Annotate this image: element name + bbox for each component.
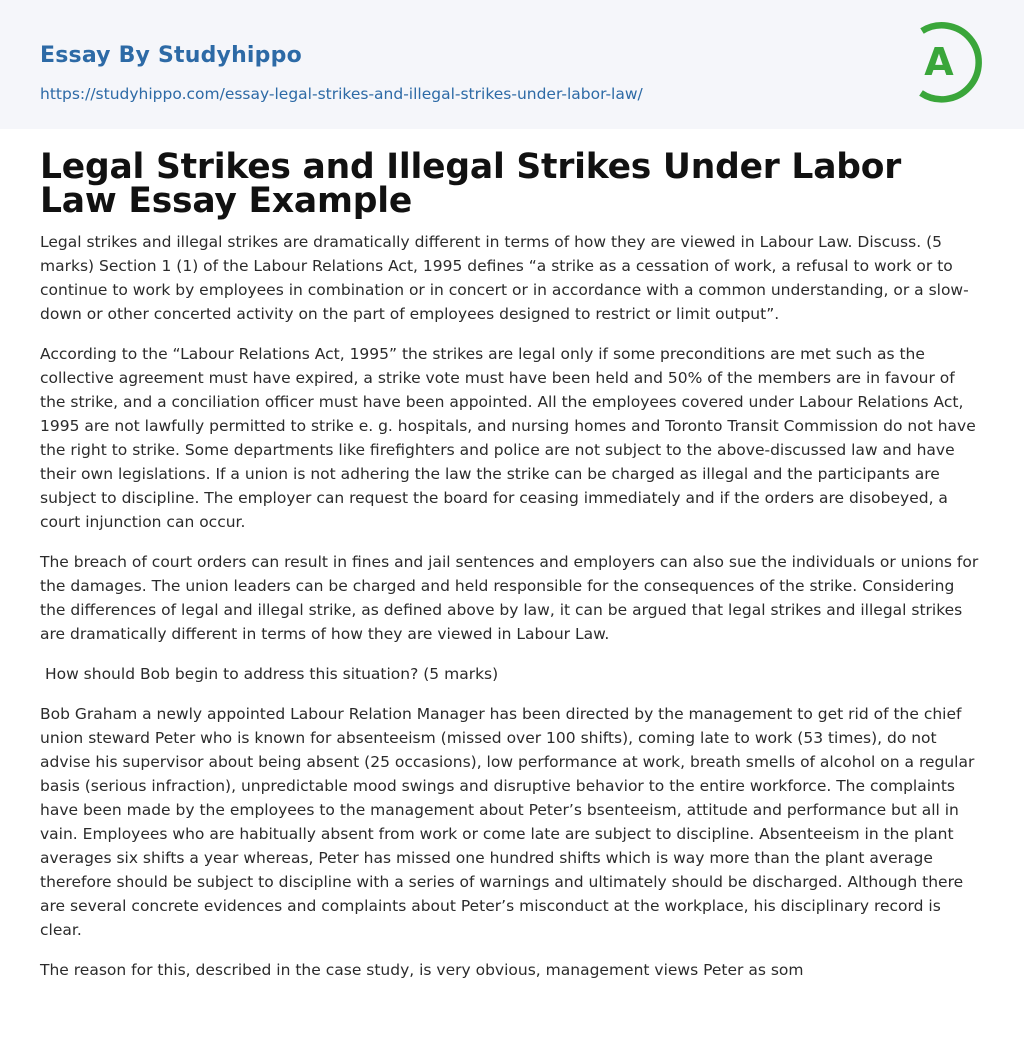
essay-url-link[interactable]: https://studyhippo.com/essay-legal-strikes-and-illegal-strikes-under-labor-law/ [40, 85, 643, 103]
studyhippo-logo-icon[interactable] [910, 18, 988, 106]
article-paragraph: The breach of court orders can result in fines and jail sentences and employers can also sue the individuals or unions for the damages. The union leaders can be charged and held responsible for the consequences of the strike. Considering the differences of legal and illegal strike, as defined above by law, it can be argued that legal strikes and illegal strikes are dramatically different in terms of how they are viewed in Labour Law. [40, 553, 979, 643]
article-paragraph: According to the “Labour Relations Act, 1995” the strikes are legal only if some preconditions are met such as the collective agreement must have expired, a strike vote must have been held and 50% of the members are in favour of the strike, and a conciliation officer must have been appointed. All the employees covered under Labour Relations Act, 1995 are not lawfully permitted to strike e. g. hospitals, and nursing homes and Toronto Transit Commission do not have the right to strike. Some departments like firefighters and police are not subject to the above-discussed law and have their own legislations. If a union is not adhering the law the strike can be charged as illegal and the participants are subject to discipline. The employer can request the board for ceasing immediately and if the orders are disobeyed, a court injunction can occur. [40, 345, 976, 531]
logo-letter: A [924, 40, 954, 84]
article-body [40, 230, 984, 982]
site-brand[interactable]: Essay By Studyhippo [40, 43, 302, 68]
page-title: Legal Strikes and Illegal Strikes Under Labor Law Essay Example [40, 147, 902, 221]
article-paragraph: Legal strikes and illegal strikes are dramatically different in terms of how they are viewed in Labour Law. Discuss. (5 marks) Section 1 (1) of the Labour Relations Act, 1995 defines “a strike as a cessation of work, a refusal to work or to continue to work by employees in combination or in concert or in accordance with a common understanding, or a slow-down or other concerted activity on the part of employees designed to restrict or limit output”. [40, 233, 969, 323]
article-paragraph-truncated: The reason for this, described in the case study, is very obvious, management views Peter as som [40, 961, 804, 979]
article [40, 147, 984, 998]
article-paragraph: Bob Graham a newly appointed Labour Relation Manager has been directed by the management to get rid of the chief union steward Peter who is known for absenteeism (missed over 100 shifts), coming late to work (53 times), do not advise his supervisor about being absent (25 occasions), low performance at work, breath smells of alcohol on a regular basis (serious infraction), unpredictable mood swings and disruptive behavior to the entire workforce. The complaints have been made by the employees to the management about Peter’s bsenteeism, attitude and performance but all in vain. Employees who are habitually absent from work or come late are subject to discipline. Absenteeism in the plant averages six shifts a year whereas, Peter has missed one hundred shifts which is way more than the plant average therefore should be subject to discipline with a series of warnings and ultimately should be discharged. Although there are several concrete evidences and complaints about Peter’s misconduct at the workplace, his disciplinary record is clear. [40, 705, 975, 939]
question-paragraph: How should Bob begin to address this situation? (5 marks) [40, 665, 499, 683]
site-header [0, 0, 1024, 129]
